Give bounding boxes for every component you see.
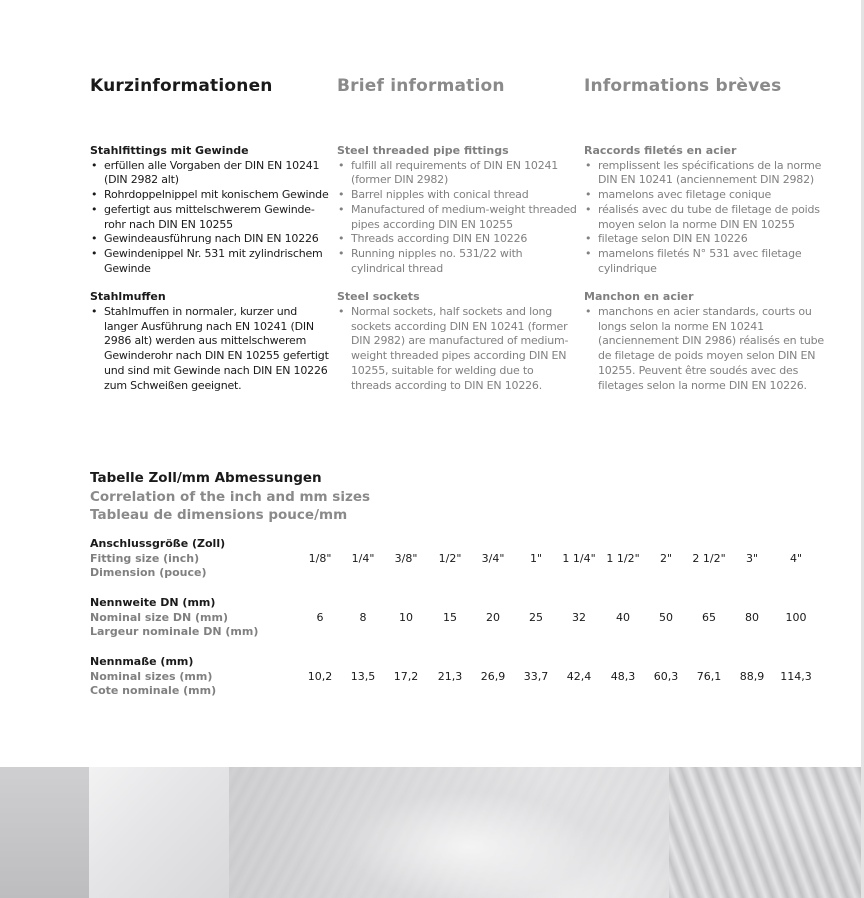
bullet-list	[584, 159, 824, 277]
bullet-list	[337, 305, 577, 393]
table-cell: 3/4"	[481, 552, 505, 565]
bullet-list	[90, 159, 330, 277]
section-steel-sockets-en	[337, 290, 577, 393]
table-cell: 1/2"	[438, 552, 462, 565]
list-item: • Gewindenippel Nr. 531 mit zylindrischem Gewinde	[90, 247, 330, 276]
table-cell: 25	[529, 611, 543, 624]
section-title: Manchon en acier	[584, 290, 694, 304]
list-item: • Barrel nipples with conical thread	[337, 188, 577, 203]
row-values	[90, 552, 820, 568]
table-headings	[90, 469, 370, 525]
photo-panel	[89, 767, 229, 898]
row-values	[90, 611, 820, 627]
product-photo-strip	[0, 767, 864, 898]
section-threaded-fittings-de	[90, 144, 330, 276]
section-title: Stahlmuffen	[90, 290, 166, 304]
table-cell: 65	[702, 611, 716, 624]
table-cell: 2"	[659, 552, 673, 565]
table-cell: 26,9	[480, 670, 506, 683]
row-values	[90, 670, 820, 686]
table-title-french: Tableau de dimensions pouce/mm	[90, 507, 348, 523]
table-title-german: Tabelle Zoll/mm Abmessungen	[90, 470, 322, 486]
table-cell: 60,3	[653, 670, 679, 683]
section-threaded-fittings-en	[337, 144, 577, 276]
list-item: • Running nipples no. 531/22 with cylindrical thread	[337, 247, 577, 276]
bullet-list	[337, 159, 577, 277]
photo-thread-texture	[669, 767, 864, 898]
heading-french: Informations brèves	[584, 76, 782, 96]
table-cell: 4"	[789, 552, 803, 565]
table-cell: 114,3	[780, 670, 812, 683]
list-item: • erfüllen alle Vorgaben der DIN EN 10241 (DIN 2982 alt)	[90, 159, 330, 188]
section-title: Steel threaded pipe fittings	[337, 144, 509, 157]
section-title: Raccords filetés en acier	[584, 144, 737, 157]
table-cell: 1 1/4"	[562, 552, 596, 565]
table-cell: 1"	[529, 552, 543, 565]
list-item: • fulfill all requirements of DIN EN 10241 (former DIN 2982)	[337, 159, 577, 188]
table-cell: 8	[359, 611, 367, 624]
table-cell: 15	[443, 611, 457, 624]
heading-german: Kurzinformationen	[90, 76, 273, 96]
column-english	[337, 76, 577, 393]
table-cell: 40	[616, 611, 630, 624]
row-label-german: Nennmaße (mm)	[90, 655, 194, 668]
table-cell: 21,3	[437, 670, 463, 683]
row-label-german: Anschlussgröße (Zoll)	[90, 537, 226, 550]
list-item: • gefertigt aus mittelschwerem Gewinde-rohr nach DIN EN 10255	[90, 203, 330, 232]
table-cell: 76,1	[696, 670, 722, 683]
table-cell: 42,4	[566, 670, 592, 683]
list-item: • Threads according DIN EN 10226	[337, 232, 577, 247]
column-german	[90, 76, 330, 393]
table-cell: 6	[316, 611, 324, 624]
row-label-english: Nominal size DN (mm)	[90, 610, 229, 624]
list-item: • manchons en acier standards, courts ou longs selon la norme EN 10241 (anciennement DIN 2986) réalisés en tube de filetage de poids moyen selon DIN EN 10255. Peuvent être soudés avec des filetages selon la norme DIN EN 10226.	[584, 305, 824, 393]
list-item: • Manufactured of medium-weight threaded pipes according DIN EN 10255	[337, 203, 577, 232]
table-cell: 13,5	[350, 670, 376, 683]
heading-english: Brief information	[337, 76, 505, 96]
row-label-german: Nennweite DN (mm)	[90, 596, 216, 609]
table-cell: 48,3	[610, 670, 636, 683]
table-cell: 50	[659, 611, 673, 624]
table-cell: 1/8"	[308, 552, 332, 565]
list-item: • mamelons avec filetage conique	[584, 188, 824, 203]
table-cell: 88,9	[739, 670, 765, 683]
list-item: • Gewindeausführung nach DIN EN 10226	[90, 232, 330, 247]
table-cell: 20	[486, 611, 500, 624]
row-label-french: Largeur nominale DN (mm)	[90, 625, 259, 639]
section-steel-sockets-fr	[584, 290, 824, 393]
table-title-english: Correlation of the inch and mm sizes	[90, 488, 371, 505]
list-item: • Normal sockets, half sockets and long sockets according DIN EN 10241 (former DIN 2982) are manufactured of medium-weight threaded pipes according DIN EN 10255, suitable for welding due to threads according to DIN EN 10226.	[337, 305, 577, 393]
table-cell: 33,7	[523, 670, 549, 683]
photo-panel-steel-fitting	[229, 767, 864, 898]
column-french	[584, 76, 824, 393]
section-threaded-fittings-fr	[584, 144, 824, 276]
list-item: • filetage selon DIN EN 10226	[584, 232, 824, 247]
row-label-french: Cote nominale (mm)	[90, 684, 217, 698]
bullet-list	[90, 305, 330, 393]
table-cell: 17,2	[393, 670, 419, 683]
list-item: • Rohrdoppelnippel mit konischem Gewinde	[90, 188, 330, 203]
table-cell: 1 1/2"	[606, 552, 640, 565]
table-cell: 80	[745, 611, 759, 624]
list-item: • Stahlmuffen in normaler, kurzer und langer Ausführung nach EN 10241 (DIN 2986 alt) werden aus mittelschwerem Gewinderohr nach DIN EN 10255 gefertigt und sind mit Gewinde nach DIN EN 10226 zum Schweißen geeignet.	[90, 305, 330, 393]
section-title: Stahlfittings mit Gewinde	[90, 144, 249, 157]
section-title: Steel sockets	[337, 290, 420, 304]
row-label-french: Dimension (pouce)	[90, 566, 207, 580]
table-cell: 2 1/2"	[692, 552, 726, 565]
list-item: • réalisés avec du tube de filetage de poids moyen selon la norme DIN EN 10255	[584, 203, 824, 232]
table-cell: 100	[785, 611, 807, 624]
table-cell: 3/8"	[394, 552, 418, 565]
table-cell: 10	[399, 611, 413, 624]
table-cell: 10,2	[307, 670, 333, 683]
bullet-list	[584, 305, 824, 393]
table-cell: 32	[572, 611, 586, 624]
list-item: • remplissent les spécifications de la norme DIN EN 10241 (anciennement DIN 2982)	[584, 159, 824, 188]
photo-panel	[0, 767, 89, 898]
list-item: • mamelons filetés N° 531 avec filetage cylindrique	[584, 247, 824, 276]
section-steel-sockets-de	[90, 290, 330, 393]
photo-highlight	[289, 767, 649, 898]
table-cell: 3"	[745, 552, 759, 565]
table-cell: 1/4"	[351, 552, 375, 565]
row-label-english: Nominal sizes (mm)	[90, 669, 213, 683]
row-label-english: Fitting size (inch)	[90, 551, 200, 565]
